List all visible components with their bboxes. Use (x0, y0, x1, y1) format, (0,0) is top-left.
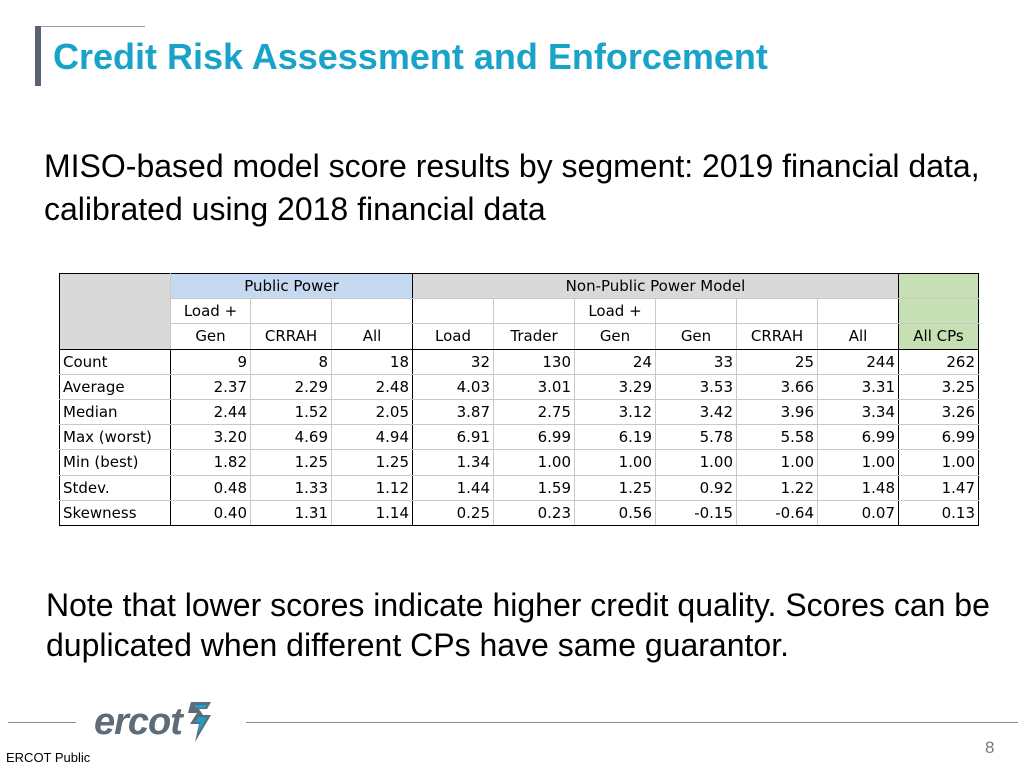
table-row (60, 500, 979, 525)
table-cell: 3.34 (818, 399, 899, 424)
row-label: Max (worst) (60, 425, 171, 450)
intro-text: MISO-based model score results by segment: 2019 financial data, calibrated using 2018 financial data (44, 148, 980, 227)
table-cell: 24 (575, 349, 656, 374)
table-cell: 4.03 (413, 374, 494, 399)
column-header-line2: Gen (171, 324, 251, 349)
column-header-line1 (656, 299, 737, 324)
row-label: Average (60, 374, 171, 399)
table-cell: 2.75 (494, 399, 575, 424)
table-cell: 130 (494, 349, 575, 374)
table-cell: 5.78 (656, 425, 737, 450)
footer-rule-right (246, 722, 1018, 723)
column-header-line2: Load (413, 324, 494, 349)
table-cell: 3.31 (818, 374, 899, 399)
table-cell: 3.87 (413, 399, 494, 424)
column-header-line2: All (332, 324, 413, 349)
table-row (60, 450, 979, 475)
title-accent-bar (35, 26, 41, 86)
table-cell: 1.25 (575, 475, 656, 500)
table-cell: 1.82 (171, 450, 251, 475)
non-public-power-header: Non-Public Power Model (413, 274, 899, 299)
table-cell: 0.13 (899, 500, 979, 525)
column-header-line1 (818, 299, 899, 324)
table-cell: 2.37 (171, 374, 251, 399)
table-cell: 1.48 (818, 475, 899, 500)
public-power-header: Public Power (171, 274, 413, 299)
column-header-line2: CRRAH (251, 324, 332, 349)
table-cell: 6.91 (413, 425, 494, 450)
row-label: Min (best) (60, 450, 171, 475)
table-cell: 1.52 (251, 399, 332, 424)
table-cell: 2.05 (332, 399, 413, 424)
classification-label: ERCOT Public (6, 750, 91, 765)
table-cell: 1.00 (818, 450, 899, 475)
table-cell: 0.48 (171, 475, 251, 500)
table-cell: 1.34 (413, 450, 494, 475)
table-cell: 3.66 (737, 374, 818, 399)
column-header-line2: Trader (494, 324, 575, 349)
table-cell: 4.94 (332, 425, 413, 450)
table-cell: 1.33 (251, 475, 332, 500)
table-cell: 2.29 (251, 374, 332, 399)
table-cell: 3.12 (575, 399, 656, 424)
table-cell: 18 (332, 349, 413, 374)
all-cps-header-bg (899, 274, 979, 299)
column-header-line1 (494, 299, 575, 324)
table-row (60, 349, 979, 374)
table-cell: 262 (899, 349, 979, 374)
table-cell: 3.42 (656, 399, 737, 424)
table-cell: 1.47 (899, 475, 979, 500)
table-cell: 1.25 (251, 450, 332, 475)
column-header-row-1 (60, 299, 979, 324)
footer-rule-left (8, 722, 76, 723)
table-cell: 33 (656, 349, 737, 374)
table-cell: 2.44 (171, 399, 251, 424)
column-header-line2: CRRAH (737, 324, 818, 349)
table-row (60, 425, 979, 450)
column-header-line2: All (818, 324, 899, 349)
row-label: Median (60, 399, 171, 424)
table-cell: -0.64 (737, 500, 818, 525)
table-cell: 8 (251, 349, 332, 374)
table-cell: 5.58 (737, 425, 818, 450)
title-rule (41, 26, 145, 27)
table-cell: 1.00 (494, 450, 575, 475)
row-label: Skewness (60, 500, 171, 525)
table-cell: 6.19 (575, 425, 656, 450)
score-results-table (59, 273, 979, 526)
row-label: Count (60, 349, 171, 374)
column-header-line1 (251, 299, 332, 324)
table-cell: 6.99 (818, 425, 899, 450)
table-cell: 1.14 (332, 500, 413, 525)
table-cell: 1.59 (494, 475, 575, 500)
table-cell: 3.29 (575, 374, 656, 399)
column-header-line2: All CPs (899, 324, 979, 349)
lightning-bolt-icon (185, 700, 215, 744)
table-cell: 3.20 (171, 425, 251, 450)
page-number: 8 (985, 738, 995, 757)
table-cell: 0.56 (575, 500, 656, 525)
note-text: Note that lower scores indicate higher credit quality. Scores can be duplicated when different CPs have same guarantor. (46, 587, 990, 663)
table-cell: 3.01 (494, 374, 575, 399)
table-cell: 3.26 (899, 399, 979, 424)
table-cell: 1.25 (332, 450, 413, 475)
table-row (60, 374, 979, 399)
column-header-line1 (413, 299, 494, 324)
table-cell: 0.92 (656, 475, 737, 500)
table-cell: 9 (171, 349, 251, 374)
column-header-line1 (737, 299, 818, 324)
table-cell: 3.25 (899, 374, 979, 399)
column-header-line1 (899, 299, 979, 324)
table-cell: 0.25 (413, 500, 494, 525)
row-label: Stdev. (60, 475, 171, 500)
corner-cell (60, 274, 171, 350)
ercot-logo (94, 700, 215, 744)
table-cell: 1.22 (737, 475, 818, 500)
column-header-line1: Load + (171, 299, 251, 324)
logo-wordmark: ercot (94, 700, 182, 743)
table-cell: -0.15 (656, 500, 737, 525)
table-cell: 1.00 (899, 450, 979, 475)
table-cell: 3.53 (656, 374, 737, 399)
table-cell: 1.00 (575, 450, 656, 475)
table-cell: 0.40 (171, 500, 251, 525)
column-header-line2: Gen (575, 324, 656, 349)
table-row (60, 475, 979, 500)
table-cell: 0.07 (818, 500, 899, 525)
table-cell: 4.69 (251, 425, 332, 450)
column-header-line1: Load + (575, 299, 656, 324)
table-cell: 6.99 (899, 425, 979, 450)
table-cell: 32 (413, 349, 494, 374)
table-cell: 25 (737, 349, 818, 374)
column-header-row-2 (60, 324, 979, 349)
slide-title: Credit Risk Assessment and Enforcement (53, 36, 768, 77)
table-cell: 2.48 (332, 374, 413, 399)
table-cell: 1.00 (737, 450, 818, 475)
table-cell: 3.96 (737, 399, 818, 424)
table-cell: 6.99 (494, 425, 575, 450)
table-row (60, 399, 979, 424)
column-header-line2: Gen (656, 324, 737, 349)
table-cell: 1.12 (332, 475, 413, 500)
table-cell: 0.23 (494, 500, 575, 525)
table-cell: 1.44 (413, 475, 494, 500)
group-header-row (60, 274, 979, 299)
table-cell: 1.00 (656, 450, 737, 475)
table-cell: 244 (818, 349, 899, 374)
column-header-line1 (332, 299, 413, 324)
table-cell: 1.31 (251, 500, 332, 525)
